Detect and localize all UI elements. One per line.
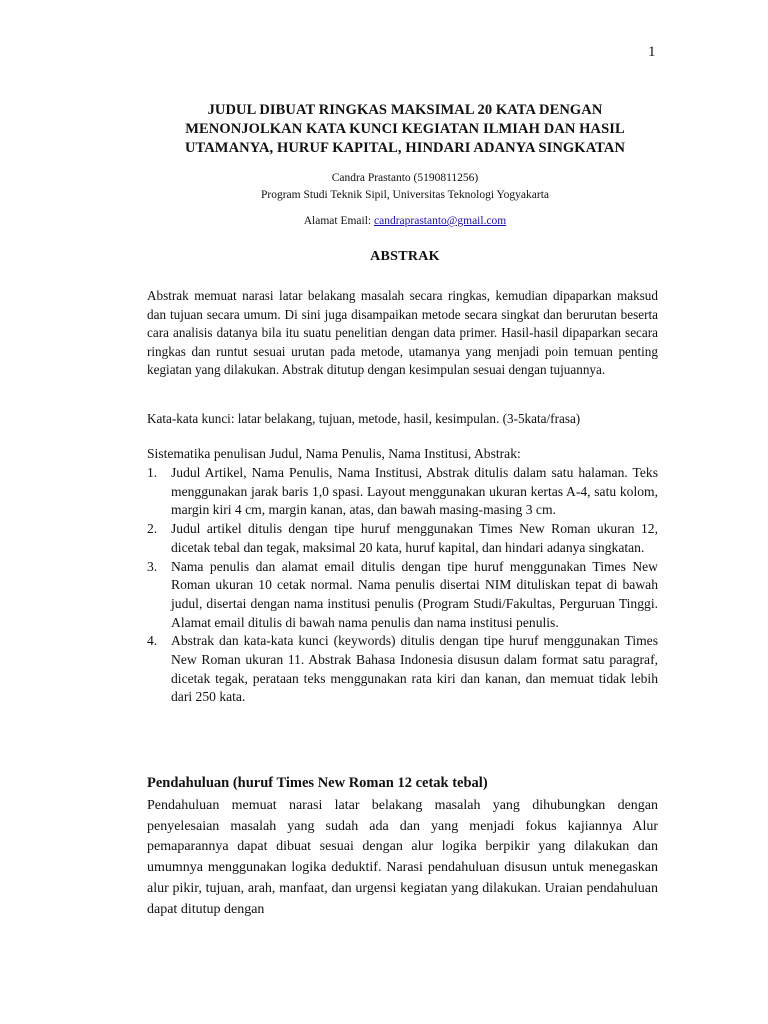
list-text: Judul artikel ditulis dengan tipe huruf menggunakan Times New Roman ukuran 12, dicetak tebal dan tegak, maksimal 20 kata, huruf kapital, dan hindari adanya singkatan.	[171, 521, 658, 555]
keywords: Kata-kata kunci: latar belakang, tujuan, metode, hasil, kesimpulan. (3-5kata/frasa)	[147, 411, 581, 426]
list-item	[147, 558, 658, 633]
list-item	[147, 464, 658, 520]
sistematika-intro: Sistematika penulisan Judul, Nama Penulis, Nama Institusi, Abstrak:	[147, 446, 521, 461]
title-line-1: JUDUL DIBUAT RINGKAS MAKSIMAL 20 KATA DENGAN	[207, 102, 603, 118]
email-link[interactable]: candraprastanto@gmail.com	[374, 215, 507, 227]
list-item	[147, 520, 658, 557]
abstract-heading: ABSTRAK	[370, 249, 440, 264]
list-text: Judul Artikel, Nama Penulis, Nama Institusi, Abstrak ditulis dalam satu halaman. Teks menggunakan jarak baris 1,0 spasi. Layout menggunakan ukuran kertas A-4, satu kolom, margin kiri 4 cm, margin kanan, atas, dan bawah masing-masing 3 cm.	[171, 465, 658, 518]
list-number: 3.	[147, 558, 158, 574]
title-line-3: UTAMANYA, HURUF KAPITAL, HINDARI ADANYA SINGKATAN	[184, 140, 626, 156]
list-number: 4.	[147, 633, 158, 649]
abstract-body: Abstrak memuat narasi latar belakang masalah secara ringkas, kemudian dipaparkan maksud dan tujuan secara umum. Di sini juga disampaikan metode secara singkat dan berurutan beserta cara analisis datanya bila itu suatu penelitian dengan data primer. Hasil-hasil dipaparkan secara ringkas dan runtut sesuai urutan pada metode, utamanya yang menjadi poin temuan penting kegiatan yang dilakukan. Abstrak ditutup dengan kesimpulan sesuai dengan tujuannya.	[147, 288, 658, 377]
list-text: Nama penulis dan alamat email ditulis dengan tipe huruf menggunakan Times New Roman ukuran 10 cetak normal. Nama penulis disertai NIM dituliskan tepat di bawah judul, disertai dengan nama institusi penulis (Program Studi/Fakultas, Perguruan Tinggi. Alamat email ditulis di bawah nama penulis dan nama institusi penulis.	[171, 558, 658, 630]
paper-title	[150, 101, 660, 158]
list-number: 2.	[147, 521, 158, 537]
email-label: Alamat Email:	[303, 215, 372, 227]
section-heading-pendahuluan: Pendahuluan (huruf Times New Roman 12 cetak tebal)	[147, 775, 488, 791]
sistematika-list	[147, 464, 658, 707]
author-affiliation: Program Studi Teknik Sipil, Universitas Teknologi Yogyakarta	[260, 189, 549, 201]
list-item	[147, 632, 658, 707]
list-number: 1.	[147, 465, 158, 480]
author-block	[150, 170, 660, 204]
page-number: 1	[648, 44, 656, 60]
pendahuluan-body: Pendahuluan memuat narasi latar belakang masalah yang dihubungkan dengan penyelesaian masalah yang sudah ada dan yang menjadi fokus kajiannya Alur pemaparannya dapat dibuat sesuai dengan alur logika berpikir yang dilakukan dan umumnya menggunakan logika deduktif. Narasi pendahuluan disusun untuk menegaskan alur pikir, tujuan, arah, manfaat, dan urgensi kegiatan yang dilakukan. Uraian pendahuluan dapat ditutup dengan	[147, 798, 658, 917]
email-line	[150, 215, 660, 227]
list-text: Abstrak dan kata-kata kunci (keywords) ditulis dengan tipe huruf menggunakan Times New Roman ukuran 11. Abstrak Bahasa Indonesia disusun dalam format satu paragraf, dicetak tegak, perataan teks menggunakan rata kiri dan kanan, dan memuat tidak lebih dari 250 kata.	[171, 633, 658, 705]
title-line-2: MENONJOLKAN KATA KUNCI KEGIATAN ILMIAH DAN HASIL	[185, 121, 625, 137]
author-name: Candra Prastanto (5190811256)	[331, 172, 479, 184]
